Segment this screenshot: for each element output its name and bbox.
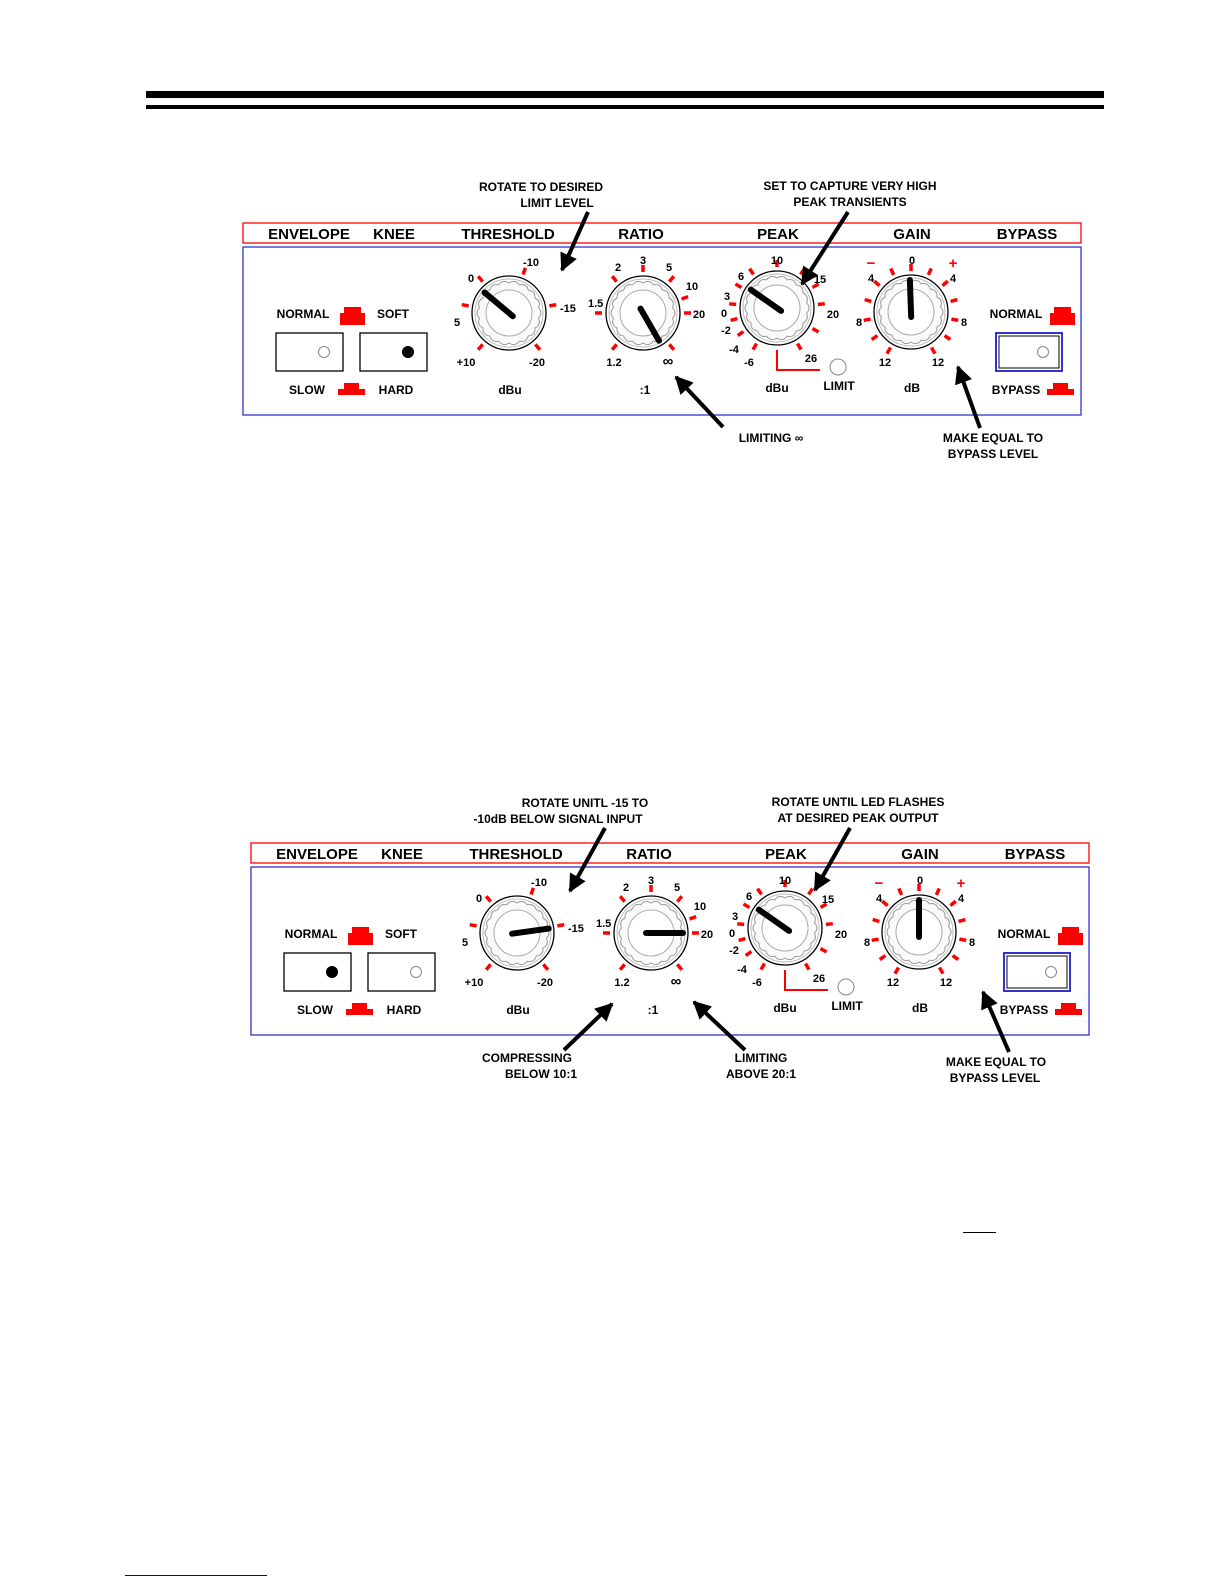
threshold-tick <box>549 305 556 306</box>
annotation-threshold-arrow <box>562 212 588 270</box>
threshold-scale-label: +10 <box>456 357 476 369</box>
peak-scale-label: 20 <box>834 929 848 941</box>
threshold-tick <box>462 305 469 306</box>
gain-scale-label: 12 <box>931 357 945 369</box>
gain-knob-pointer <box>910 280 911 317</box>
gain-scale-label: − <box>866 255 876 272</box>
annotation-gain-line1: MAKE EQUAL TO <box>942 431 1044 445</box>
ratio-scale-label: ∞ <box>670 973 682 990</box>
ratio-scale-label: 10 <box>693 901 707 913</box>
knee-button-dot-on <box>402 346 414 358</box>
underline-mark <box>963 1232 996 1233</box>
ratio-scale-label: 1.5 <box>596 918 612 930</box>
soft-label: SOFT <box>385 927 417 941</box>
ratio-tick <box>669 344 673 349</box>
ratio-scale-label: 2 <box>622 882 630 894</box>
ratio-scale-label: 3 <box>647 875 655 887</box>
gain-tick <box>899 888 902 894</box>
annotation-peak-arrow <box>815 828 850 890</box>
ratio-tick <box>669 276 673 281</box>
peak-scale-label: -2 <box>721 325 731 337</box>
annotation-ratio-right-line1: LIMITING <box>734 1051 788 1065</box>
annotation-gain-arrow <box>958 367 980 428</box>
bypass-button[interactable] <box>1004 953 1070 991</box>
gain-tick <box>932 348 936 354</box>
ratio-scale-label: 20 <box>700 929 714 941</box>
gain-scale-label: 4 <box>949 273 957 285</box>
gain-scale-label: 12 <box>886 977 900 989</box>
threshold-tick <box>543 964 547 969</box>
ratio-tick <box>677 896 681 901</box>
peak-tick <box>798 344 802 350</box>
header-gain: GAIN <box>901 846 939 863</box>
ratio-scale-label: 5 <box>665 262 673 274</box>
header-gain: GAIN <box>893 226 931 243</box>
ratio-tick <box>677 964 681 969</box>
gain-unit: dB <box>904 381 920 395</box>
slow-label: SLOW <box>297 1003 333 1017</box>
header-bypass: BYPASS <box>1004 846 1066 863</box>
ratio-tick <box>612 276 616 281</box>
peak-scale-label: 20 <box>826 309 840 321</box>
peak-scale-label: 10 <box>770 255 784 267</box>
normal-label: NORMAL <box>276 307 330 321</box>
ratio-scale-label: 20 <box>692 309 706 321</box>
peak-scale-label: -2 <box>729 945 739 957</box>
ratio-unit: :1 <box>639 383 651 397</box>
gain-scale-label: + <box>948 255 958 272</box>
limit-led <box>838 979 854 995</box>
bypass-normal-label: NORMAL <box>989 307 1043 321</box>
peak-tick <box>731 319 738 321</box>
bypass-normal-label: NORMAL <box>997 927 1051 941</box>
gain-tick <box>951 300 958 302</box>
bypass-normal-led <box>1058 933 1083 945</box>
threshold-scale-label: 5 <box>453 317 461 329</box>
threshold-scale-label: -20 <box>529 357 545 369</box>
header-ratio: RATIO <box>618 226 664 243</box>
peak-tick <box>761 964 765 970</box>
ratio-tick <box>690 917 697 919</box>
gain-scale-label: 8 <box>855 317 863 329</box>
annotation-peak-line2: PEAK TRANSIENTS <box>793 195 907 209</box>
gain-tick <box>882 901 887 905</box>
threshold-unit: dBu <box>506 1003 530 1017</box>
gain-scale-label: 4 <box>875 893 883 905</box>
knee-button[interactable] <box>360 333 427 371</box>
gain-tick <box>864 319 871 320</box>
annotation-ratio-left-line2: BELOW 10:1 <box>504 1067 578 1081</box>
gain-tick <box>874 281 879 285</box>
gain-scale-label: + <box>956 875 966 892</box>
bypass-normal-led-cap <box>1062 927 1079 934</box>
normal-label: NORMAL <box>284 927 338 941</box>
peak-scale-label: -4 <box>737 964 747 976</box>
hard-label: HARD <box>378 383 414 397</box>
gain-tick <box>895 968 899 974</box>
peak-tick <box>826 924 833 925</box>
bypass-normal-led-cap <box>1054 307 1071 314</box>
ratio-scale-label: 3 <box>639 255 647 267</box>
threshold-scale-label: 0 <box>467 273 475 285</box>
annotation-threshold-arrow <box>570 828 605 891</box>
peak-tick <box>737 924 744 925</box>
header-peak: PEAK <box>765 846 807 863</box>
threshold-scale-label: +10 <box>464 977 484 989</box>
slow-led-cap <box>352 1003 367 1010</box>
envelope-button-dot-off <box>319 347 330 358</box>
peak-tick <box>753 344 757 350</box>
panel-limiting <box>243 179 1081 461</box>
ratio-scale-label: 5 <box>673 882 681 894</box>
gain-tick <box>953 956 959 960</box>
limit-label: LIMIT <box>823 379 855 393</box>
peak-tick <box>818 304 825 305</box>
annotation-peak-line1: SET TO CAPTURE VERY HIGH <box>763 179 937 193</box>
envelope-button[interactable] <box>276 333 343 371</box>
ratio-tick <box>620 896 624 901</box>
peak-unit: dBu <box>765 381 789 395</box>
soft-label: SOFT <box>377 307 409 321</box>
annotation-gain-line2: BYPASS LEVEL <box>949 1071 1041 1085</box>
annotation-ratio: LIMITING ∞ <box>738 431 804 445</box>
peak-unit: dBu <box>773 1001 797 1015</box>
gain-tick <box>891 268 894 274</box>
panel-compressing <box>251 795 1089 1085</box>
annotation-threshold-line2: LIMIT LEVEL <box>520 196 594 210</box>
gain-scale-label: 12 <box>939 977 953 989</box>
normal-led-cap <box>344 307 361 314</box>
header-ratio: RATIO <box>626 846 672 863</box>
header-envelope: ENVELOPE <box>268 226 350 243</box>
gain-tick <box>865 300 872 302</box>
normal-led <box>348 933 373 945</box>
peak-scale-label: 0 <box>720 308 728 320</box>
hard-label: HARD <box>386 1003 422 1017</box>
header-knee: KNEE <box>373 226 415 243</box>
annotation-peak-line1: ROTATE UNTIL LED FLASHES <box>771 795 945 809</box>
threshold-tick <box>486 964 490 969</box>
ratio-unit: :1 <box>647 1003 659 1017</box>
threshold-unit: dBu <box>498 383 522 397</box>
ratio-scale-label: 1.2 <box>606 357 622 369</box>
annotation-gain-arrow <box>983 992 1009 1052</box>
ratio-scale-label: 2 <box>614 262 622 274</box>
gain-scale-label: 4 <box>957 893 965 905</box>
gain-tick <box>928 268 931 274</box>
gain-scale-label: 0 <box>916 875 924 887</box>
header-threshold: THRESHOLD <box>469 846 563 863</box>
annotation-gain-line1: MAKE EQUAL TO <box>945 1055 1047 1069</box>
header-knee: KNEE <box>381 846 423 863</box>
knee-button[interactable] <box>368 953 435 991</box>
threshold-tick <box>557 925 564 926</box>
peak-scale-label: 10 <box>778 875 792 887</box>
peak-tick <box>739 939 746 941</box>
peak-tick <box>743 904 749 908</box>
limit-led <box>830 359 846 375</box>
peak-tick <box>801 269 805 275</box>
annotation-threshold-line1: ROTATE UNITL -15 TO <box>521 796 649 810</box>
threshold-scale-label: 5 <box>461 937 469 949</box>
gain-tick <box>942 281 947 285</box>
gain-tick <box>936 888 939 894</box>
threshold-scale-label: -15 <box>560 303 576 315</box>
peak-scale-label: 15 <box>813 274 827 286</box>
peak-tick <box>746 952 752 956</box>
annotation-ratio-right-line2: ABOVE 20:1 <box>725 1067 797 1081</box>
peak-tick <box>749 269 753 275</box>
gain-scale-label: 12 <box>878 357 892 369</box>
gain-tick <box>945 336 951 340</box>
peak-tick <box>757 889 761 895</box>
gain-scale-label: 8 <box>960 317 968 329</box>
gain-scale-label: − <box>874 875 884 892</box>
peak-scale-label: 3 <box>723 291 731 303</box>
peak-tick <box>813 329 819 333</box>
footnote-rule <box>125 1575 267 1576</box>
header-peak: PEAK <box>757 226 799 243</box>
normal-led-cap <box>352 927 369 934</box>
bypass-button-dot-off <box>1038 347 1049 358</box>
knee-button-dot-off <box>411 967 422 978</box>
peak-tick <box>735 284 741 288</box>
bypass-button[interactable] <box>996 333 1062 371</box>
limit-label: LIMIT <box>831 999 863 1013</box>
peak-scale-label: 15 <box>821 894 835 906</box>
bypass-label: BYPASS <box>991 383 1041 397</box>
ratio-tick <box>682 297 689 299</box>
threshold-scale-label: -10 <box>523 257 539 269</box>
ratio-scale-label: 10 <box>685 281 699 293</box>
ratio-scale-label: 1.2 <box>614 977 630 989</box>
gain-scale-label: 8 <box>968 937 976 949</box>
annotation-threshold-line1: ROTATE TO DESIRED <box>478 180 604 194</box>
ratio-tick <box>620 964 624 969</box>
annotation-ratio-left-arrow <box>564 1004 612 1050</box>
ratio-tick <box>612 344 616 349</box>
envelope-button[interactable] <box>284 953 351 991</box>
threshold-scale-label: 0 <box>475 893 483 905</box>
annotation-ratio-arrow <box>676 377 723 427</box>
gain-tick <box>872 939 879 940</box>
slow-label: SLOW <box>289 383 325 397</box>
bypass-button-dot-off <box>1046 967 1057 978</box>
threshold-scale-label: -20 <box>537 977 553 989</box>
envelope-button-dot-on <box>326 966 338 978</box>
slow-led-cap <box>344 383 359 390</box>
header-bypass: BYPASS <box>996 226 1058 243</box>
annotation-threshold-line2: -10dB BELOW SIGNAL INPUT <box>473 812 643 826</box>
gain-tick <box>950 901 955 905</box>
threshold-tick <box>478 344 482 349</box>
bypass-label: BYPASS <box>999 1003 1049 1017</box>
threshold-tick <box>486 896 490 901</box>
threshold-tick <box>478 276 482 281</box>
peak-tick <box>809 889 813 895</box>
annotation-peak-line2: AT DESIRED PEAK OUTPUT <box>777 811 939 825</box>
gain-tick <box>873 920 880 922</box>
annotation-gain-line2: BYPASS LEVEL <box>947 447 1039 461</box>
bypass-led-cap <box>1061 1003 1076 1010</box>
bypass-normal-led <box>1050 313 1075 325</box>
threshold-scale-label: -10 <box>531 877 547 889</box>
gain-unit: dB <box>912 1001 928 1015</box>
header-threshold: THRESHOLD <box>461 226 555 243</box>
gain-scale-label: 8 <box>863 937 871 949</box>
gain-tick <box>959 920 966 922</box>
ratio-scale-label: 1.5 <box>588 298 604 310</box>
threshold-tick <box>470 925 477 926</box>
peak-scale-label: 26 <box>812 973 826 985</box>
normal-led <box>340 313 365 325</box>
gain-tick <box>959 939 966 940</box>
peak-scale-label: 26 <box>804 353 818 365</box>
peak-tick <box>729 304 736 305</box>
peak-tick <box>806 964 810 970</box>
gain-tick <box>880 956 886 960</box>
annotation-ratio-right-arrow <box>694 1002 745 1050</box>
threshold-tick <box>535 344 539 349</box>
bypass-led-cap <box>1053 383 1068 390</box>
peak-scale-label: 3 <box>731 911 739 923</box>
gain-tick <box>940 968 944 974</box>
peak-tick <box>738 332 744 336</box>
gain-scale-label: 0 <box>908 255 916 267</box>
threshold-scale-label: -15 <box>568 923 584 935</box>
peak-scale-label: 6 <box>737 271 745 283</box>
gain-tick <box>872 336 878 340</box>
ratio-scale-label: ∞ <box>662 353 674 370</box>
peak-scale-label: 6 <box>745 891 753 903</box>
header-envelope: ENVELOPE <box>276 846 358 863</box>
peak-scale-label: -4 <box>729 344 739 356</box>
peak-tick <box>821 949 827 953</box>
gain-scale-label: 4 <box>867 273 875 285</box>
peak-scale-label: -6 <box>752 977 762 989</box>
annotation-ratio-left-line1: COMPRESSING <box>481 1051 573 1065</box>
peak-scale-label: 0 <box>728 928 736 940</box>
peak-scale-label: -6 <box>744 357 754 369</box>
gain-tick <box>887 348 891 354</box>
gain-tick <box>951 319 958 320</box>
